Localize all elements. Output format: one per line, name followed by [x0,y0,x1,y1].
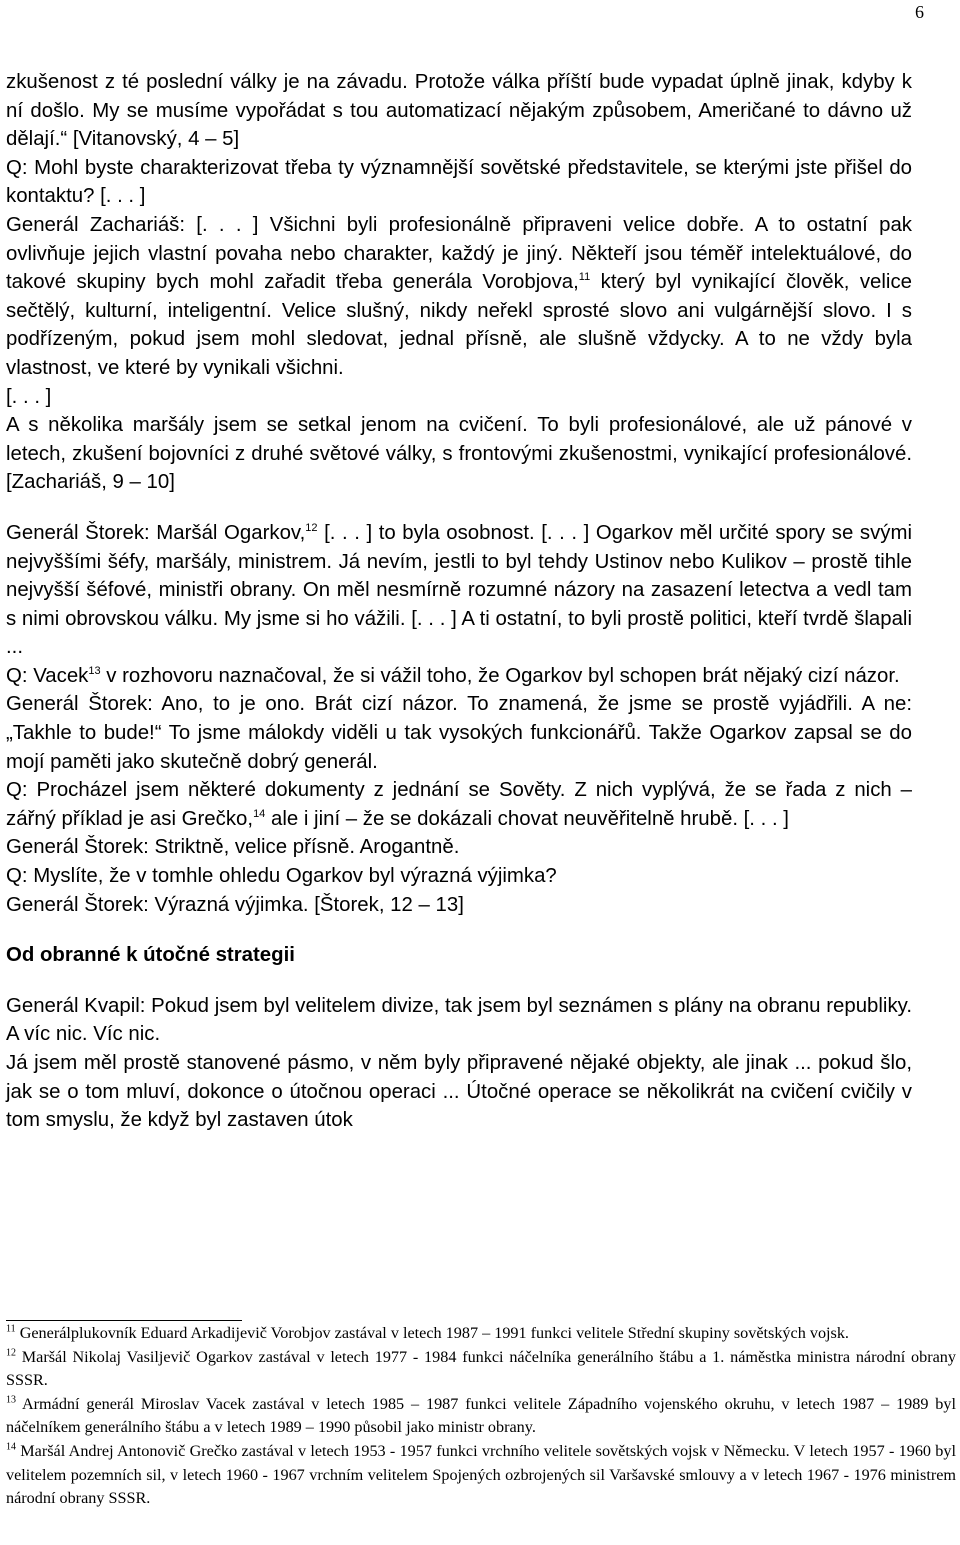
footnotes [6,1322,956,1511]
paragraph [6,662,912,691]
footnote-divider [6,1320,242,1321]
footnote [6,1346,956,1393]
footnote-text: Generálplukovník Eduard Arkadijevič Vorobjov zastával v letech 1987 – 1991 funkci velitele Střední skupiny sovětských vojsk. [15,1324,849,1342]
paragraph: Q: Myslíte, že v tomhle ohledu Ogarkov byl výrazná výjimka? [6,865,557,888]
paragraph-gap [6,497,912,519]
footnote-text: Maršál Andrej Antonovič Grečko zastával v letech 1953 - 1957 funkci vrchního velitele sovětských vojsk v Německu. V letech 1957 - 1960 byl velitelem pozemních sil, v letech 1960 - 1967 vrchním velitelem Spojených ozbrojených sil Varšavské smlouvy a v letech 1967 - 1976 ministrem národní obrany SSSR. [6,1441,956,1508]
footnote-text: Armádní generál Miroslav Vacek zastával v letech 1985 – 1987 funkci velitele Západního vojenského okruhu, v letech 1987 – 1989 byl náčelníkem generálního štábu a v letech 1989 – 1990 působil jako ministr obrany. [6,1394,956,1437]
footnote-number: 11 [6,1323,16,1335]
paragraph-gap [6,970,912,992]
footnote-ref: 14 [253,808,266,821]
paragraph-text: v rozhovoru naznačoval, že si vážil toho, že Ogarkov byl schopen brát nějaký cizí názor. [100,664,900,687]
paragraph: Q: Mohl byste charakterizovat třeba ty významnější sovětské představitele, se kterými jste přišel do kontaktu? [. . . ] [6,156,912,208]
paragraph-gap [6,919,912,941]
footnote-number: 12 [6,1347,16,1359]
paragraph-text: Generál Zachariáš: [. . . ] Všichni byli profesionálně připraveni velice dobře. A to ostatní pak ovlivňuje jejich vlastní povaha nebo charakter, každý je jiný. Někteří jsou téměř intelektuálové, do takové skupiny bych mohl zařadit třeba generála Vorobjova, [6,213,912,294]
footnote [6,1322,956,1346]
page-number: 6 [915,2,924,22]
paragraph-text: Generál Štorek: Maršál Ogarkov, [6,521,306,544]
paragraph: zkušenost z té poslední války je na závadu. Protože válka příští bude vypadat úplně jinak, kdyby k ní došlo. My se musíme vypořádat s tou automatizací nějakým způsobem, Američané to dávno už dělají.“ [Vitanovský, 4 – 5] [6,71,912,151]
section-heading: Od obranné k útočné strategii [6,944,295,967]
footnote-ref: 11 [578,271,591,284]
footnote [6,1393,956,1440]
paragraph: Generál Štorek: Ano, to je ono. Brát cizí názor. To znamená, že jsme se prostě vyjádřili. A ne: „Takhle to bude!“ To jsme málokdy viděli u tak vysokých funkcionářů. Takže Ogarkov zapsal se do mojí paměti jako skutečně dobrý generál. [6,693,912,773]
footnote [6,1440,956,1511]
paragraph: Generál Kvapil: Pokud jsem byl velitelem divize, tak jsem byl seznámen s plány na obranu republiky. A víc nic. Víc nic. [6,994,912,1046]
paragraph: [. . . ] [6,385,52,408]
footnote-text: Maršál Nikolaj Vasiljevič Ogarkov zastával v letech 1977 - 1984 funkci náčelníka generálního štábu a 1. náměstka ministra národní obrany SSSR. [6,1347,956,1390]
paragraph-text: který byl vynikající člověk, velice sečtělý, kulturní, inteligentní. Velice slušný, nikdy neřekl sprosté slovo ani vulgárnější slovo. I s podřízeným, pokud jsem mohl sledovat, jednal přísně, ale slušně vždycky. A to ne vždy byla vlastnost, ve které by vynikali všichni. [6,271,912,379]
paragraph: Generál Štorek: Striktně, velice přísně. Arogantně. [6,836,460,859]
paragraph-text: [. . . ] to byla osobnost. [. . . ] Ogarkov měl určité spory se svými nejvyššími šéfy, maršály, ministrem. Já nevím, jestli to byl tehdy Ustinov nebo Kulikov – prostě tihle nejvyšší šéfové, ministři obrany. On měl nesmírně rozumné názory na zasazení letectva a vedl tam s nimi obrovskou válku. My jsme si ho vážili. [. . . ] A ti ostatní, to byli prostě politici, kteří tvrdě šlapali ... [6,521,913,659]
paragraph [6,211,912,383]
paragraph [6,519,912,662]
footnote-number: 13 [6,1394,16,1406]
footnote-number: 14 [6,1441,16,1453]
footnote-ref: 13 [88,665,101,678]
footnote-ref: 12 [305,522,318,535]
body-text [6,68,912,1135]
paragraph-text: ale i jiní – že se dokázali chovat neuvěřitelně hrubě. [. . . ] [265,807,789,830]
paragraph-text: Q: Procházel jsem některé dokumenty z jednání se Sověty. Z nich vyplývá, že se řada z nich – zářný příklad je asi Grečko, [6,779,912,830]
paragraph: Generál Štorek: Výrazná výjimka. [Štorek, 12 – 13] [6,893,464,916]
paragraph [6,776,912,833]
paragraph-text: Q: Vacek [6,664,89,687]
paragraph: Já jsem měl prostě stanovené pásmo, v něm byly připravené nějaké objekty, ale jinak ... pokud šlo, jak se o tom mluví, dokonce o útočnou operaci ... Útočné operace se několikrát na cvičení cvičily v tom smyslu, že když byl zastaven útok [6,1052,912,1132]
paragraph: A s několika maršály jsem se setkal jenom na cvičení. To byli profesionálové, ale už pánové v letech, zkušení bojovníci z druhé světové války, s frontovými zkušenostmi, vynikající profesionálové. [Zachariáš, 9 – 10] [6,414,912,494]
